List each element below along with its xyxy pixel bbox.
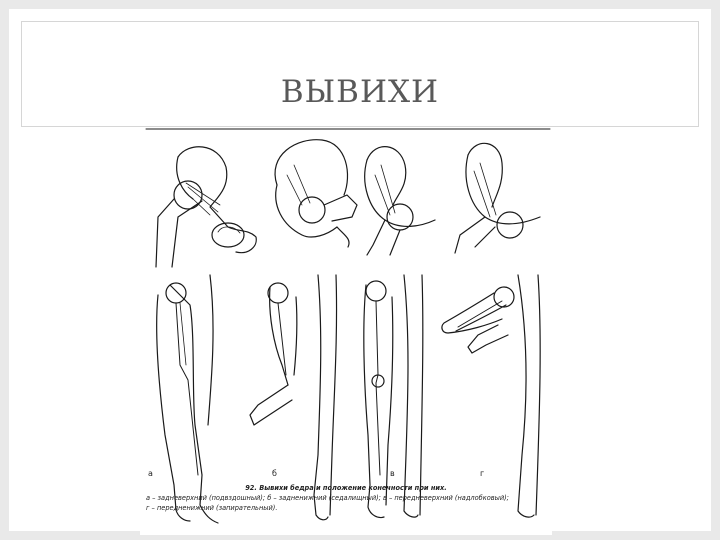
caption-title: 92. Вывихи бедра и положение конечности при них.: [245, 484, 447, 492]
anatomy-drawing: [140, 127, 552, 535]
leg-position-c: [364, 275, 423, 518]
pelvis-view-d: [455, 143, 540, 253]
slide-title: ВЫВИХИ: [280, 74, 440, 110]
panel-label-b: б: [272, 469, 277, 478]
caption-line-1: а – задневерхний (подвздошный); б – задненижний (седалищный); в – передневерхний (надлобковый);: [146, 494, 509, 502]
leg-position-d: [442, 275, 540, 517]
title-placeholder: [22, 22, 698, 126]
caption-line-2: г – передненижний (запирательный).: [146, 504, 278, 512]
pelvis-view-a: [156, 147, 256, 267]
panel-label-a: а: [148, 469, 153, 478]
pelvis-view-b: [275, 140, 357, 247]
panel-label-d: г: [480, 469, 485, 478]
figure-caption: [146, 483, 546, 513]
panel-label-c: в: [390, 469, 395, 478]
pelvis-view-c: [365, 147, 435, 255]
hip-dislocation-illustration: [140, 127, 552, 535]
